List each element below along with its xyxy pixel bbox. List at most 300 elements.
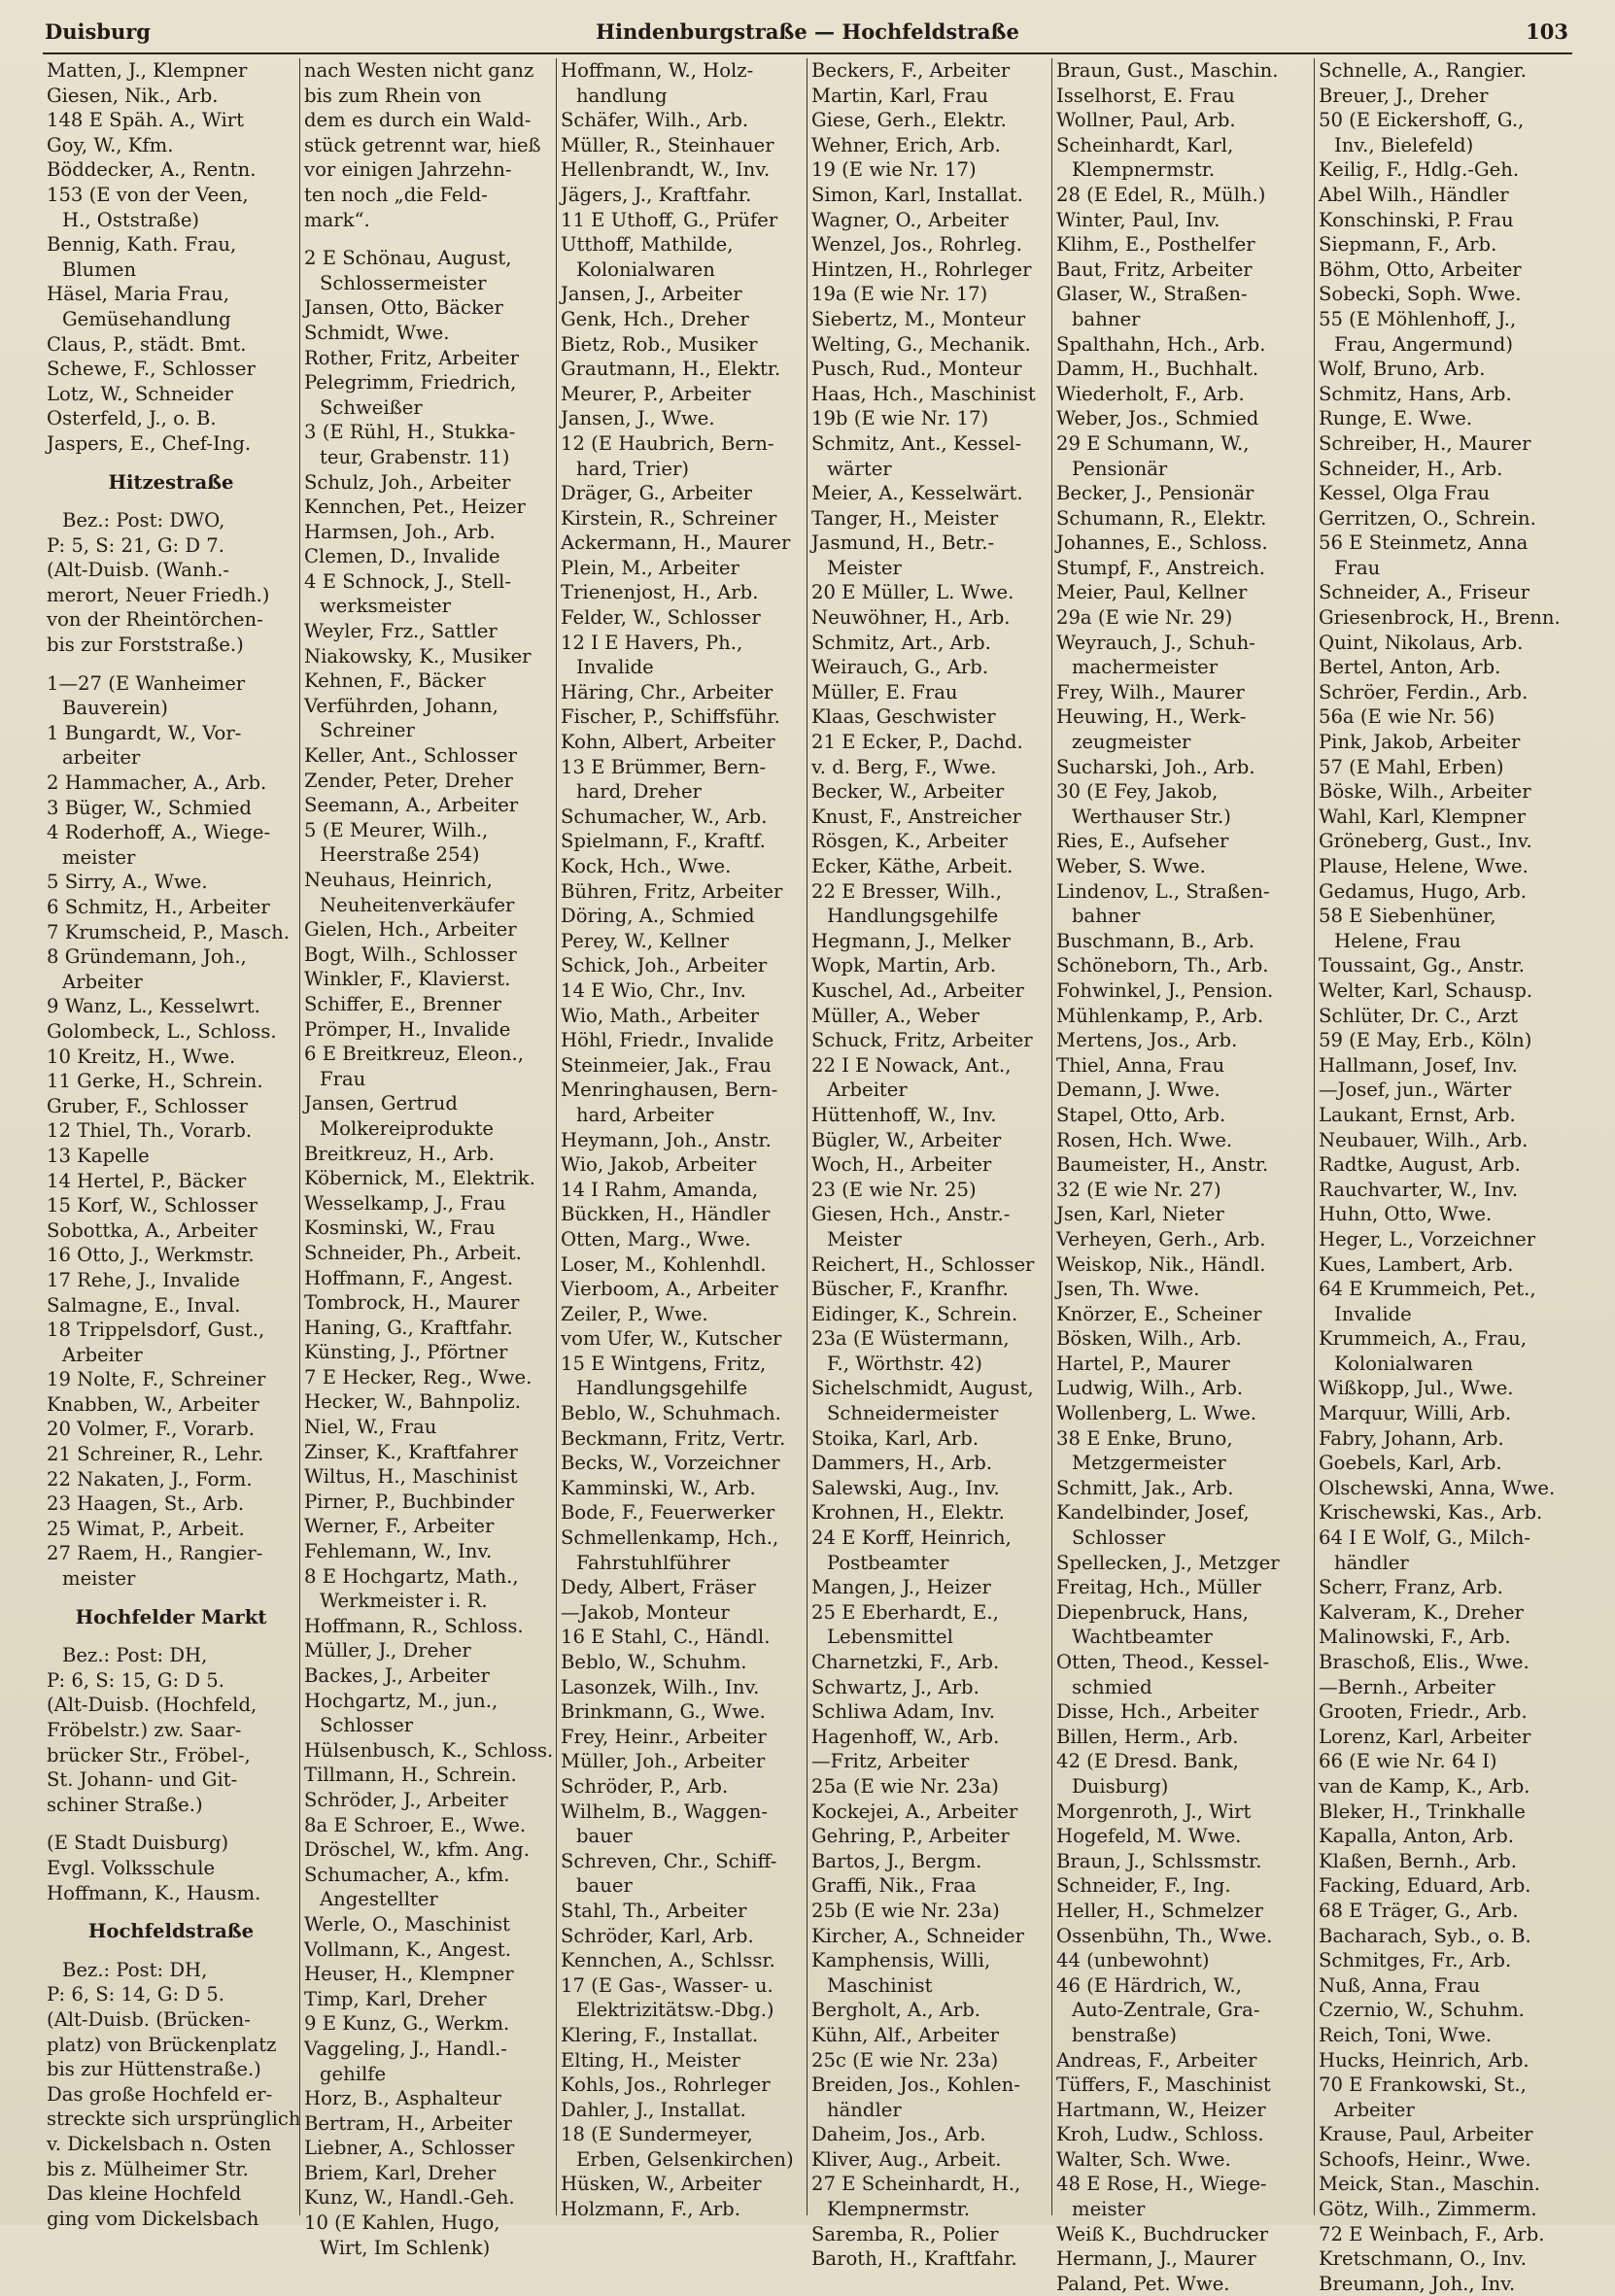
directory-entry: Daheim, Jos., Arb. <box>811 2123 986 2146</box>
directory-entry: Winkler, F., Klavierst. <box>304 968 511 991</box>
directory-entry: Kohn, Albert, Arbeiter <box>561 731 775 754</box>
directory-entry: 32 (E wie Nr. 27) <box>1056 1178 1221 1201</box>
entry-continuation: Angestellter <box>320 1888 438 1911</box>
directory-entry: Schneider, Ph., Arbeit. <box>304 1241 522 1264</box>
directory-entry: 9 Wanz, L., Kesselwrt. <box>47 995 260 1018</box>
entry-continuation: Neuheitenverkäufer <box>320 893 515 916</box>
directory-entry: Stoika, Karl, Arb. <box>811 1426 979 1450</box>
directory-entry: 8a E Schroer, E., Wwe. <box>304 1813 527 1836</box>
entry-continuation: handlung <box>576 84 668 107</box>
directory-entry: Walter, Sch. Wwe. <box>1056 2147 1231 2171</box>
directory-entry: 22 I E Nowack, Ant., <box>811 1053 1012 1077</box>
entry-continuation: Klempnermstr. <box>1072 158 1216 182</box>
directory-entry: —Bernh., Arbeiter <box>1319 1675 1495 1698</box>
directory-entry: Meurer, P., Arbeiter <box>561 382 751 405</box>
directory-entry: Bertel, Anton, Arb. <box>1319 656 1501 679</box>
directory-entry: Stahl, Th., Arbeiter <box>561 1899 747 1922</box>
directory-entry: Werle, O., Maschinist <box>304 1912 510 1936</box>
directory-entry: Schreiber, H., Maurer <box>1319 431 1531 455</box>
directory-entry: Wollner, Paul, Arb. <box>1056 109 1236 132</box>
directory-entry: 70 E Frankowski, St., <box>1319 2073 1527 2097</box>
directory-entry: Isselhorst, E. Frau <box>1056 84 1235 107</box>
directory-entry: Schäfer, Wilh., Arb. <box>561 109 749 132</box>
directory-entry: Wahl, Karl, Klempner <box>1319 805 1527 828</box>
directory-entry: Goy, W., Kfm. <box>47 133 174 156</box>
directory-entry: (E Stadt Duisburg) <box>47 1832 229 1855</box>
directory-entry: Thiel, Anna, Frau <box>1056 1053 1225 1077</box>
directory-entry: Jägers, J., Kraftfahr. <box>561 183 752 206</box>
directory-entry: Hegmann, J., Melker <box>811 929 1011 952</box>
directory-entry: 44 (unbewohnt) <box>1056 1949 1210 1972</box>
directory-entry: 66 (E wie Nr. 64 I) <box>1319 1750 1497 1773</box>
directory-entry: Ries, E., Aufseher <box>1056 830 1229 853</box>
directory-entry: Fehlemann, W., Inv. <box>304 1540 493 1563</box>
directory-entry: Czernio, W., Schuhm. <box>1319 1999 1525 2022</box>
directory-entry: 6 Schmitz, H., Arbeiter <box>47 896 270 918</box>
directory-entry: Billen, Herm., Arb. <box>1056 1725 1239 1748</box>
directory-entry: 19 (E wie Nr. 17) <box>811 158 977 182</box>
directory-entry: Griesenbrock, H., Brenn. <box>1319 606 1561 630</box>
directory-entry: 27 Raem, H., Rangier- <box>47 1542 263 1565</box>
entry-continuation: Wachtbeamter <box>1072 1626 1213 1649</box>
directory-entry: Neubauer, Wilh., Arb. <box>1319 1128 1529 1151</box>
directory-entry: 56 E Steinmetz, Anna <box>1319 531 1529 555</box>
directory-entry: Kapalla, Anton, Arb. <box>1319 1825 1515 1848</box>
directory-entry: Reichert, H., Schlosser <box>811 1252 1035 1276</box>
entry-continuation: bahner <box>1072 307 1141 330</box>
directory-entry: Schmitges, Fr., Arb. <box>1319 1949 1512 1972</box>
directory-entry: Ossenbühn, Th., Wwe. <box>1056 1924 1273 1947</box>
directory-entry: Böske, Wilh., Arbeiter <box>1319 780 1531 804</box>
directory-entry: streckte sich ursprünglich <box>47 2108 301 2131</box>
entry-continuation: hard, Trier) <box>576 457 689 480</box>
directory-entry: Hüsken, W., Arbeiter <box>561 2173 762 2196</box>
directory-entry: Gruber, F., Schlosser <box>47 1094 248 1117</box>
directory-entry: Nuß, Anna, Frau <box>1319 1973 1481 1997</box>
directory-entry: Müller, J., Dreher <box>304 1639 471 1662</box>
directory-entry: Weber, Jos., Schmied <box>1056 407 1259 430</box>
directory-entry: Freitag, Hch., Müller <box>1056 1576 1261 1599</box>
directory-entry: stück getrennt war, hieß <box>304 133 541 156</box>
directory-entry: Wesselkamp, J., Frau <box>304 1191 506 1215</box>
entry-continuation: Arbeiter <box>1334 2098 1415 2121</box>
directory-entry: Spellecken, J., Metzger <box>1056 1551 1280 1574</box>
directory-entry: 23a (E Wüstermann, <box>811 1327 1010 1351</box>
directory-entry: Heger, L., Vorzeichner <box>1319 1227 1536 1251</box>
entry-continuation: benstraße) <box>1072 2023 1178 2046</box>
directory-entry: 8 Gründemann, Joh., <box>47 945 247 969</box>
directory-entry: Hoffmann, W., Holz- <box>561 59 754 82</box>
directory-entry: Wopk, Martin, Arb. <box>811 954 997 977</box>
directory-entry: Trienenjost, H., Arb. <box>561 581 759 604</box>
directory-entry: Rother, Fritz, Arbeiter <box>304 346 519 369</box>
directory-entry: Schumacher, A., kfm. <box>304 1863 510 1886</box>
directory-entry: Krohnen, H., Elektr. <box>811 1501 1005 1525</box>
directory-entry: Schröer, Ferdin., Arb. <box>1319 680 1529 703</box>
directory-entry: Stumpf, F., Anstreich. <box>1056 556 1266 579</box>
directory-entry: Backes, J., Arbeiter <box>304 1664 490 1687</box>
directory-entry: Böddecker, A., Rentn. <box>47 158 257 182</box>
directory-entry: 1—27 (E Wanheimer <box>47 671 246 695</box>
directory-entry: Kroh, Ludw., Schloss. <box>1056 2123 1264 2146</box>
directory-entry: Bacharach, Syb., o. B. <box>1319 1924 1531 1947</box>
entry-continuation: Molkereiprodukte <box>320 1116 495 1140</box>
directory-entry: Schmidt, Wwe. <box>304 321 450 344</box>
directory-entry: Dahler, J., Installat. <box>561 2098 746 2121</box>
directory-entry: Beckmann, Fritz, Vertr. <box>561 1426 786 1450</box>
directory-entry: Verführden, Johann, <box>304 694 498 717</box>
column-3 <box>556 58 808 2221</box>
directory-entry: (Alt-Duisb. (Hochfeld, <box>47 1694 258 1717</box>
entry-continuation: bahner <box>1072 905 1141 928</box>
directory-entry: 14 I Rahm, Amanda, <box>561 1178 759 1201</box>
directory-entry: Bügler, W., Arbeiter <box>811 1128 1002 1151</box>
directory-entry: 3 Büger, W., Schmied <box>47 796 252 819</box>
directory-entry: P: 5, S: 21, G: D 7. <box>47 533 224 557</box>
entry-continuation: Schlosser <box>320 1714 414 1737</box>
directory-entry: Lasonzek, Wilh., Inv. <box>561 1675 760 1698</box>
directory-entry: 11 E Uthoff, G., Prüfer <box>561 208 778 231</box>
directory-entry: Wiederholt, F., Arb. <box>1056 382 1245 405</box>
directory-entry: 14 E Wio, Chr., Inv. <box>561 978 746 1002</box>
directory-entry: Dedy, Albert, Fräser <box>561 1576 756 1599</box>
directory-entry: Harmsen, Joh., Arb. <box>304 520 496 543</box>
directory-entry: Tanger, H., Meister <box>811 506 999 530</box>
directory-entry: Braun, Gust., Maschin. <box>1056 59 1279 82</box>
directory-entry: Das große Hochfeld er- <box>47 2082 273 2106</box>
directory-entry: Andreas, F., Arbeiter <box>1056 2048 1257 2072</box>
entry-continuation: Schreiner <box>320 719 415 742</box>
entry-continuation: Auto-Zentrale, Gra- <box>1072 1999 1260 2022</box>
directory-entry: 12 (E Haubrich, Bern- <box>561 431 774 455</box>
directory-entry: 11 Gerke, H., Schrein. <box>47 1070 263 1093</box>
directory-entry: Hoffmann, R., Schloss. <box>304 1614 524 1637</box>
entry-continuation: gehilfe <box>320 2062 387 2085</box>
directory-entry: Weirauch, G., Arb. <box>811 656 989 679</box>
directory-entry: Mertens, Jos., Arb. <box>1056 1029 1238 1052</box>
entry-continuation: zeugmeister <box>1072 731 1191 754</box>
spacer <box>43 1592 299 1605</box>
directory-entry: merort, Neuer Friedh.) <box>47 583 270 606</box>
directory-entry: Hartmann, W., Heizer <box>1056 2098 1266 2121</box>
spacer <box>43 1905 299 1919</box>
directory-entry: Künsting, J., Pförtner <box>304 1341 508 1364</box>
directory-entry: Glaser, W., Straßen- <box>1056 283 1248 306</box>
directory-entry: Heymann, Joh., Anstr. <box>561 1128 772 1151</box>
directory-entry: 12 I E Havers, Ph., <box>561 631 743 654</box>
street-heading: Hitzestraße <box>108 470 234 494</box>
spacer <box>43 658 299 671</box>
directory-entry: Welter, Karl, Schausp. <box>1319 978 1533 1002</box>
directory-entry: Loser, M., Kohlenhdl. <box>561 1252 767 1276</box>
directory-entry: Müller, A., Weber <box>811 1004 979 1027</box>
directory-entry: Bogt, Wilh., Schlosser <box>304 942 517 966</box>
directory-entry: Claus, P., städt. Bmt. <box>47 332 247 356</box>
directory-entry: Breiden, Jos., Kohlen- <box>811 2073 1020 2097</box>
directory-entry: 23 (E wie Nr. 25) <box>811 1178 977 1201</box>
directory-entry: 17 Rehe, J., Invalide <box>47 1268 240 1291</box>
directory-entry: 153 (E von der Veen, <box>47 183 249 206</box>
directory-entry: Wollenberg, L. Wwe. <box>1056 1402 1257 1425</box>
directory-entry: Weber, S. Wwe. <box>1056 855 1206 877</box>
directory-entry: Schwartz, J., Arb. <box>811 1675 979 1698</box>
directory-entry: Paland, Pet. Wwe. <box>1056 2272 1230 2295</box>
directory-entry: Hoffmann, K., Hausm. <box>47 1881 261 1904</box>
directory-entry: Eidinger, K., Schrein. <box>811 1302 1018 1325</box>
directory-entry: Krause, Paul, Arbeiter <box>1319 2123 1533 2146</box>
directory-entry: 1 Bungardt, W., Vor- <box>47 721 242 744</box>
entry-continuation: Blumen <box>62 257 137 281</box>
directory-entry: 6 E Breitkreuz, Eleon., <box>304 1043 524 1066</box>
directory-entry: Weyrauch, J., Schuh- <box>1056 631 1255 654</box>
directory-entry: Marquur, Willi, Arb. <box>1319 1402 1512 1425</box>
directory-entry: 25c (E wie Nr. 23a) <box>811 2048 999 2072</box>
directory-entry: Schliwa Adam, Inv. <box>811 1700 995 1724</box>
directory-entry: 14 Hertel, P., Bäcker <box>47 1169 247 1192</box>
directory-entry: Das kleine Hochfeld <box>47 2182 242 2206</box>
directory-entry: mark“. <box>304 208 370 231</box>
directory-entry: 23 Haagen, St., Arb. <box>47 1492 245 1516</box>
directory-entry: bis zum Rhein von <box>304 84 482 107</box>
directory-entry: Becker, J., Pensionär <box>1056 482 1254 505</box>
directory-entry: Gehring, P., Arbeiter <box>811 1825 1010 1848</box>
directory-entry: Zender, Peter, Dreher <box>304 769 513 792</box>
directory-entry: Kamphensis, Willi, <box>811 1949 991 1972</box>
directory-entry: von der Rheintörchen- <box>47 608 263 632</box>
directory-entry: Bösken, Wilh., Arb. <box>1056 1327 1242 1351</box>
directory-entry: Meick, Stan., Maschin. <box>1319 2173 1541 2196</box>
directory-entry: Pelegrimm, Friedrich, <box>304 371 517 394</box>
directory-entry: Graffi, Nik., Fraa <box>811 1874 977 1898</box>
directory-entry: Schewe, F., Schlosser <box>47 358 256 381</box>
directory-entry: Schoofs, Heinr., Wwe. <box>1319 2147 1531 2171</box>
directory-entry: Kühn, Alf., Arbeiter <box>811 2023 999 2046</box>
directory-entry: Hintzen, H., Rohrleger <box>811 257 1032 281</box>
directory-entry: Becks, W., Vorzeichner <box>561 1452 780 1475</box>
directory-entry: brücker Str., Fröbel-, <box>47 1743 251 1766</box>
entry-continuation: Wirt, Im Schlenk) <box>320 2236 491 2259</box>
directory-entry: Scherr, Franz, Arb. <box>1319 1576 1503 1599</box>
directory-entry: Beblo, W., Schuhm. <box>561 1651 747 1673</box>
directory-entry: Briem, Karl, Dreher <box>304 2161 497 2184</box>
directory-entry: Dräger, G., Arbeiter <box>561 482 752 505</box>
entry-continuation: bauer <box>576 1874 633 1898</box>
entry-continuation: Postbeamter <box>827 1551 949 1574</box>
directory-entry: (Alt-Duisb. (Brücken- <box>47 2007 251 2031</box>
page-number: 103 <box>1526 19 1568 44</box>
directory-entry: 46 (E Härdrich, W., <box>1056 1973 1242 1997</box>
directory-entry: Malinowski, F., Arb. <box>1319 1626 1511 1649</box>
directory-entry: Felder, W., Schlosser <box>561 606 761 630</box>
directory-entry: Jansen, Otto, Bäcker <box>304 296 503 320</box>
directory-entry: Runge, E. Wwe. <box>1319 407 1473 430</box>
directory-entry: 4 E Schnock, J., Stell- <box>304 569 512 593</box>
directory-entry: Ecker, Käthe, Arbeit. <box>811 855 1014 877</box>
directory-entry: Schmitz, Ant., Kessel- <box>811 431 1022 455</box>
directory-entry: Fohwinkel, J., Pension. <box>1056 978 1274 1002</box>
directory-entry: 19 Nolte, F., Schreiner <box>47 1368 266 1391</box>
entry-continuation: Invalide <box>1334 1302 1412 1325</box>
entry-continuation: Heerstraße 254) <box>320 843 480 867</box>
directory-entry: Kirstein, R., Schreiner <box>561 506 777 530</box>
directory-entry: Tillmann, H., Schrein. <box>304 1764 517 1787</box>
column-6 <box>1314 58 1573 2295</box>
entry-continuation: teur, Grabenstr. 11) <box>320 445 510 468</box>
directory-entry: Giesen, Nik., Arb. <box>47 84 219 107</box>
directory-entry: Schröder, P., Arb. <box>561 1774 729 1798</box>
street-heading: Hochfeldstraße <box>87 1920 255 1943</box>
directory-entry: Schröder, J., Arbeiter <box>304 1788 508 1811</box>
directory-entry: Klering, F., Installat. <box>561 2023 759 2046</box>
directory-entry: ging vom Dickelsbach <box>47 2207 259 2230</box>
directory-entry: Hülsenbusch, K., Schloss. <box>304 1738 554 1762</box>
directory-entry: Hartel, P., Maurer <box>1056 1352 1230 1375</box>
directory-entry: —Fritz, Arbeiter <box>811 1750 970 1773</box>
directory-entry: Neuhaus, Heinrich, <box>304 869 493 891</box>
header-city: Duisburg <box>45 19 151 44</box>
entry-continuation: schmied <box>1072 1675 1152 1698</box>
directory-entry: 5 Sirry, A., Wwe. <box>47 871 208 894</box>
directory-entry: 19a (E wie Nr. 17) <box>811 283 988 306</box>
entry-continuation: Elektrizitätsw.-Dbg.) <box>576 1999 774 2022</box>
directory-entry: Jansen, J., Arbeiter <box>561 283 742 306</box>
directory-entry: Grautmann, H., Elektr. <box>561 358 781 381</box>
entry-continuation: hard, Dreher <box>576 780 702 804</box>
directory-entry: nach Westen nicht ganz <box>304 59 534 82</box>
directory-entry: Braschoß, Elis., Wwe. <box>1319 1651 1529 1673</box>
entry-continuation: Frau, Angermund) <box>1334 332 1513 356</box>
directory-entry: Sichelschmidt, August, <box>811 1377 1034 1400</box>
directory-entry: Zinser, K., Kraftfahrer <box>304 1440 518 1463</box>
directory-entry: Schreven, Chr., Schiff- <box>561 1849 777 1872</box>
entry-continuation: Handlungsgehilfe <box>827 905 999 928</box>
directory-entry: Wenzel, Jos., Rohrleg. <box>811 233 1022 257</box>
directory-entry: Döring, A., Schmied <box>561 905 755 928</box>
directory-entry: 20 Volmer, F., Vorarb. <box>47 1418 255 1441</box>
directory-entry: Haas, Hch., Maschinist <box>811 382 1036 405</box>
directory-entry: Wiltus, H., Maschinist <box>304 1465 518 1489</box>
directory-entry: Elting, H., Meister <box>561 2048 740 2072</box>
directory-entry: Weyler, Frz., Sattler <box>304 620 498 643</box>
directory-entry: Horz, B., Asphalteur <box>304 2087 501 2110</box>
directory-entry: Schumacher, W., Arb. <box>561 805 768 828</box>
entry-continuation: Bez.: Post: DWO, <box>62 509 225 532</box>
directory-entry: Genk, Hch., Dreher <box>561 307 749 330</box>
directory-entry: Tüffers, F., Maschinist <box>1056 2073 1271 2097</box>
directory-entry: 59 (E May, Erb., Köln) <box>1319 1029 1532 1052</box>
directory-entry: Wagner, O., Arbeiter <box>811 208 1009 231</box>
entry-continuation: Helene, Frau <box>1334 929 1461 952</box>
directory-entry: 29 E Schumann, W., <box>1056 431 1250 455</box>
directory-entry: 13 Kapelle <box>47 1144 150 1167</box>
entry-continuation: Meister <box>827 556 902 579</box>
directory-entry: 4 Roderhoff, A., Wiege- <box>47 821 271 844</box>
directory-entry: Hoffmann, F., Angest. <box>304 1266 514 1289</box>
directory-entry: Liebner, A., Schlosser <box>304 2137 515 2160</box>
directory-entry: Steinmeier, Jak., Frau <box>561 1053 772 1077</box>
directory-entry: 16 E Stahl, C., Händl. <box>561 1626 771 1649</box>
entry-continuation: Kolonialwaren <box>576 257 715 281</box>
directory-entry: Facking, Eduard, Arb. <box>1319 1874 1531 1898</box>
directory-entry: Otten, Theod., Kessel- <box>1056 1651 1270 1673</box>
entry-continuation: Werkmeister i. R. <box>320 1590 488 1613</box>
entry-continuation: Maschinist <box>827 1973 933 1997</box>
directory-entry: Bergholt, A., Arb. <box>811 1999 981 2022</box>
directory-entry: Müller, Joh., Arbeiter <box>561 1750 766 1773</box>
directory-entry: Weiß K., Buchdrucker <box>1056 2222 1268 2245</box>
entry-continuation: Schlossermeister <box>320 271 487 294</box>
directory-entry: Bode, F., Feuerwerker <box>561 1501 775 1525</box>
directory-entry: 38 E Enke, Bruno, <box>1056 1426 1233 1450</box>
directory-entry: Beckers, F., Arbeiter <box>811 59 1011 82</box>
directory-entry: Hellenbrandt, W., Inv. <box>561 158 771 182</box>
directory-entry: Heuwing, H., Werk- <box>1056 705 1247 729</box>
directory-entry: Quint, Nikolaus, Arb. <box>1319 631 1524 654</box>
directory-entry: Sobecki, Soph. Wwe. <box>1319 283 1522 306</box>
directory-entry: Knabben, W., Arbeiter <box>47 1392 259 1416</box>
directory-entry: 12 Thiel, Th., Vorarb. <box>47 1119 253 1143</box>
directory-entry: Zeiler, P., Wwe. <box>561 1302 708 1325</box>
directory-entry: Müller, R., Steinhauer <box>561 133 774 156</box>
entry-continuation: Arbeiter <box>62 1343 143 1366</box>
directory-entry: Bertram, H., Arbeiter <box>304 2111 512 2135</box>
directory-entry: 68 E Träger, G., Arb. <box>1319 1899 1519 1922</box>
directory-entry: Klaßen, Bernh., Arb. <box>1319 1849 1517 1872</box>
directory-entry: 15 E Wintgens, Fritz, <box>561 1352 767 1375</box>
directory-entry: dem es durch ein Wald- <box>304 109 532 132</box>
directory-entry: Kuschel, Ad., Arbeiter <box>811 978 1024 1002</box>
directory-entry: Gerritzen, O., Schrein. <box>1319 506 1536 530</box>
directory-entry: Becker, W., Arbeiter <box>811 780 1005 804</box>
entry-continuation: Werthauser Str.) <box>1072 805 1231 828</box>
column-2 <box>299 58 557 2259</box>
directory-entry: 22 Nakaten, J., Form. <box>47 1467 253 1491</box>
directory-entry: —Josef, jun., Wärter <box>1319 1079 1512 1102</box>
directory-entry: Häsel, Maria Frau, <box>47 283 229 306</box>
directory-entry: 17 (E Gas-, Wasser- u. <box>561 1973 773 1997</box>
directory-entry: Winter, Paul, Inv. <box>1056 208 1220 231</box>
directory-entry: Knörzer, E., Scheiner <box>1056 1302 1262 1325</box>
directory-entry: 57 (E Mahl, Erben) <box>1319 755 1504 778</box>
directory-entry: Ludwig, Wilh., Arb. <box>1056 1377 1244 1400</box>
directory-entry: 18 (E Sundermeyer, <box>561 2123 753 2146</box>
directory-entry: Rosen, Hch. Wwe. <box>1056 1128 1233 1151</box>
entry-continuation: Invalide <box>576 656 654 679</box>
directory-entry: 20 E Müller, L. Wwe. <box>811 581 1014 604</box>
directory-entry: Schmitz, Hans, Arb. <box>1319 382 1512 405</box>
directory-entry: Jsen, Karl, Nieter <box>1056 1203 1224 1226</box>
directory-entry: Dammers, H., Arb. <box>811 1452 993 1475</box>
directory-entry: bis zur Forststraße.) <box>47 634 244 657</box>
directory-entry: 55 (E Möhlenhoff, J., <box>1319 307 1517 330</box>
directory-entry: Böhm, Otto, Arbeiter <box>1319 257 1522 281</box>
entry-continuation: Frau <box>320 1067 366 1090</box>
directory-entry: Clemen, D., Invalide <box>304 545 500 568</box>
directory-entry: Grooten, Friedr., Arb. <box>1319 1700 1528 1724</box>
directory-entry: 16 Otto, J., Werkmstr. <box>47 1244 255 1267</box>
directory-entry: Fröbelstr.) zw. Saar- <box>47 1719 242 1741</box>
directory-entry: Weiskop, Nik., Händl. <box>1056 1252 1266 1276</box>
directory-entry: Kues, Lambert, Arb. <box>1319 1252 1514 1276</box>
directory-entry: Abel Wilh., Händler <box>1319 183 1509 206</box>
entry-continuation: meister <box>62 1567 136 1591</box>
directory-entry: Huhn, Otto, Wwe. <box>1319 1203 1493 1226</box>
directory-entry: 29a (E wie Nr. 29) <box>1056 606 1233 630</box>
entry-continuation: Meister <box>827 1227 902 1251</box>
directory-entry: platz) von Brückenplatz <box>47 2033 277 2056</box>
directory-entry: Kennchen, A., Schlssr. <box>561 1949 775 1972</box>
directory-entry: Kessel, Olga Frau <box>1319 482 1491 505</box>
